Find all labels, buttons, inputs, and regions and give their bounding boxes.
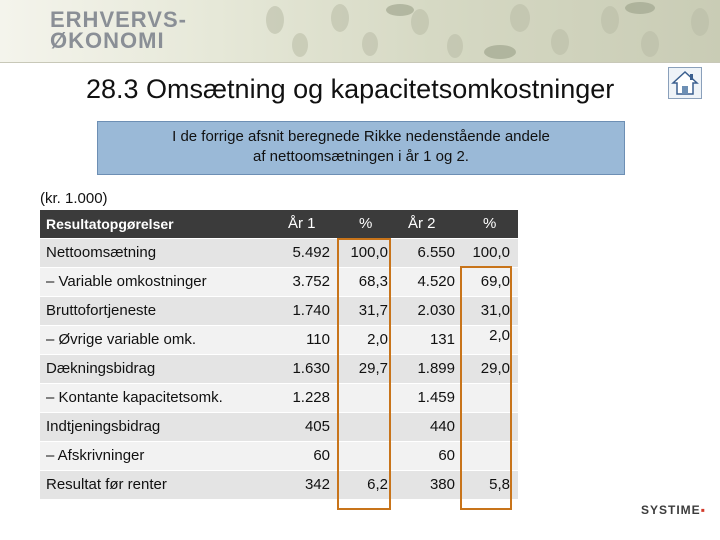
table-row [40, 442, 518, 470]
row-label: Nettoomsætning [46, 244, 157, 261]
row-year-1: 342 [304, 476, 330, 493]
row-label: Dækningsbidrag [46, 360, 156, 377]
table-row [40, 239, 518, 267]
intro-line-2: af nettoomsætningen i år 1 og 2. [253, 148, 469, 165]
row-percent-1: 6,2 [367, 476, 388, 493]
row-percent-2: 29,0 [480, 360, 510, 377]
page-title: 28.3 Omsætning og kapacitetsomkostninger [86, 74, 615, 104]
table-row [40, 355, 518, 383]
intro-line-1: I de forrige afsnit beregnede Rikke nedenstående andele [172, 128, 550, 145]
row-percent-2: 31,0 [480, 302, 510, 319]
row-year-1: 1.740 [292, 302, 330, 319]
row-year-2: 2.030 [417, 302, 455, 319]
row-year-2: 1.459 [417, 389, 455, 406]
unit-label: (kr. 1.000) [40, 190, 108, 207]
row-percent-1: 29,7 [358, 360, 388, 377]
row-percent-1: 68,3 [358, 273, 388, 290]
table-row [40, 413, 518, 441]
row-label: Resultat før renter [46, 476, 167, 493]
home-icon [669, 68, 701, 98]
row-year-1: 1.228 [292, 389, 330, 406]
row-year-2: 440 [429, 418, 455, 435]
row-label: Bruttofortjeneste [46, 302, 157, 319]
row-year-2: 6.550 [417, 244, 455, 261]
row-percent-2: 2,0 [489, 327, 510, 344]
home-button[interactable] [668, 67, 702, 99]
row-year-2: 131 [429, 331, 455, 348]
row-percent-1: 31,7 [358, 302, 388, 319]
header-resultatopgorelser: Resultatopgørelser [46, 216, 174, 232]
erhvervsokonomi-logo [50, 9, 187, 51]
table-row [40, 384, 518, 412]
systime-logo [641, 503, 706, 517]
header-percent-1: % [359, 215, 373, 232]
table-row [40, 268, 518, 296]
row-percent-1: 100,0 [350, 244, 388, 261]
table-header [40, 210, 518, 238]
header-year-2: År 2 [408, 215, 436, 232]
row-percent-2: 100,0 [472, 244, 510, 261]
row-year-1: 60 [313, 447, 330, 464]
intro-box [97, 121, 625, 175]
row-percent-2: 69,0 [480, 273, 510, 290]
row-label: Indtjeningsbidrag [46, 418, 161, 435]
table-row [40, 471, 518, 499]
percent-2-highlight [460, 266, 512, 510]
row-label: – Variable omkostninger [46, 273, 207, 290]
header-banner [0, 0, 720, 63]
table-row [40, 297, 518, 325]
header-year-1: År 1 [288, 215, 316, 232]
row-year-1: 405 [304, 418, 330, 435]
row-label: – Afskrivninger [46, 447, 145, 464]
row-year-1: 3.752 [292, 273, 330, 290]
percent-1-highlight [337, 238, 391, 510]
logo-line-1: ERHVERVS- [50, 7, 187, 32]
row-year-2: 4.520 [417, 273, 455, 290]
row-label: – Kontante kapacitetsomk. [46, 389, 223, 406]
row-percent-2: 5,8 [489, 476, 510, 493]
row-percent-1: 2,0 [367, 331, 388, 348]
row-year-2: 380 [429, 476, 455, 493]
row-year-2: 60 [438, 447, 455, 464]
row-label: – Øvrige variable omk. [46, 331, 197, 348]
row-year-1: 110 [306, 331, 330, 348]
header-percent-2: % [483, 215, 497, 232]
row-year-1: 5.492 [292, 244, 330, 261]
row-year-1: 1.630 [292, 360, 330, 377]
systime-dot-icon: ▪ [700, 503, 706, 517]
systime-text: SYSTIME [641, 503, 701, 517]
table-row [40, 326, 518, 354]
row-year-2: 1.899 [417, 360, 455, 377]
logo-line-2: ØKONOMI [50, 28, 165, 53]
